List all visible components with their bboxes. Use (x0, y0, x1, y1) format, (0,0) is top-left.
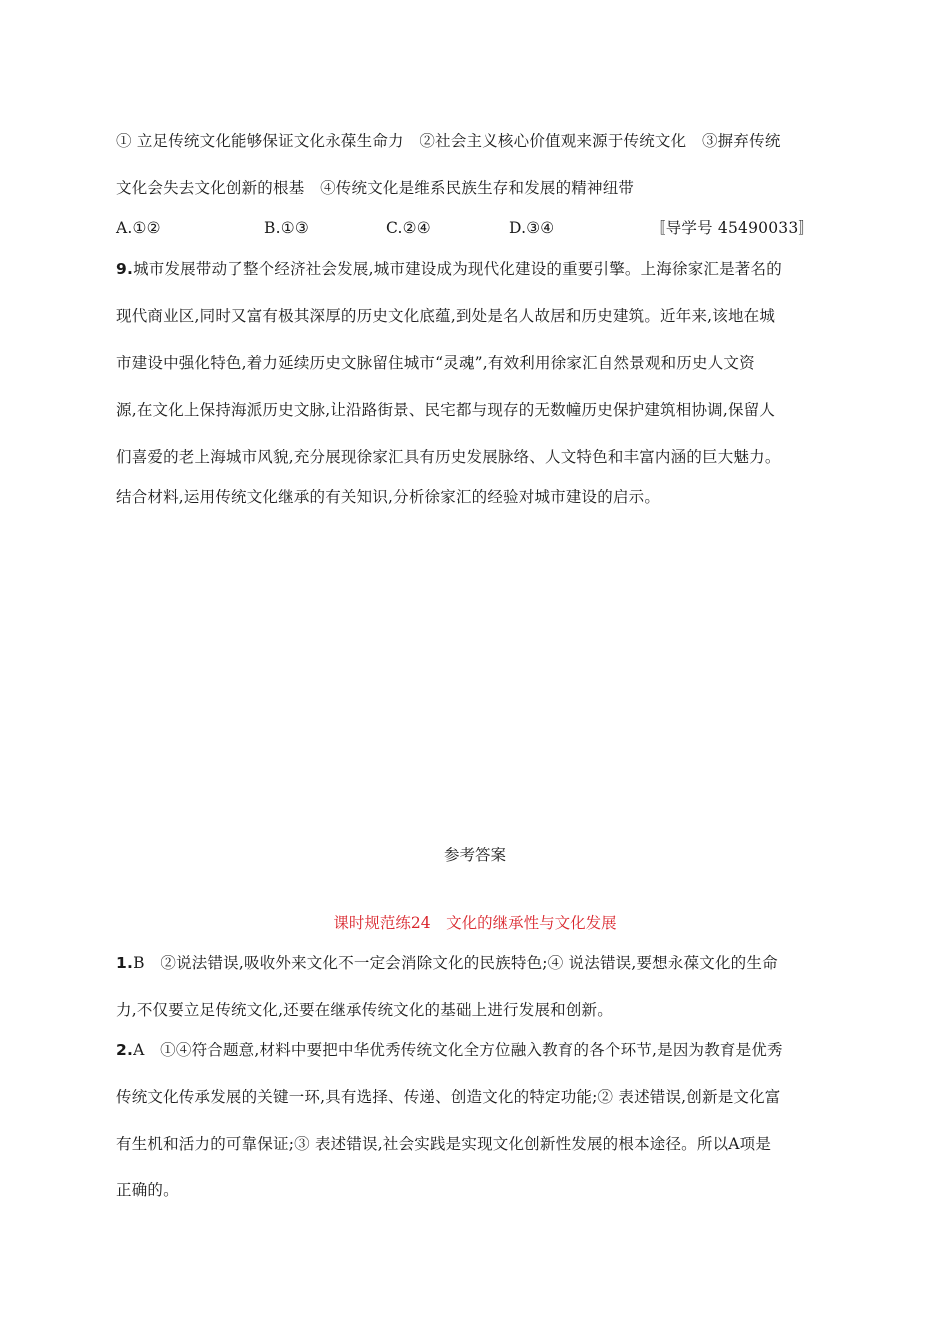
answer-2-text: A ①④符合题意,材料中要把中华优秀传统文化全方位融入教育的各个环节,是因为教育是优秀 (133, 1041, 783, 1059)
answer-2-line-2: 传统文化传承发展的关键一环,具有选择、传递、创造文化的特定功能;② 表述错误,创新是文化富 (116, 1088, 781, 1106)
q9-line-6: 结合材料,运用传统文化继承的有关知识,分析徐家汇的经验对城市建设的启示。 (116, 488, 661, 506)
q8-option-b: B.①③ (264, 219, 309, 237)
q9-line-1 (116, 259, 836, 279)
answers-heading: 参考答案 (443, 846, 506, 864)
answer-1-line-1 (116, 953, 836, 973)
answer-2-line-4: 正确的。 (116, 1181, 179, 1199)
q8-option-c: C.②④ (386, 219, 431, 237)
answer-2-line-3: 有生机和活力的可靠保证;③ 表述错误,社会实践是实现文化创新性发展的根本途径。所以A项是 (116, 1135, 772, 1153)
q8-statement-line-2: 文化会失去文化创新的根基 ④传统文化是维系民族生存和发展的精神纽带 (116, 179, 635, 197)
guide-number: 〚导学号 45490033〛 (650, 219, 815, 237)
q9-line-2: 现代商业区,同时又富有极其深厚的历史文化底蕴,到处是名人故居和历史建筑。近年来,该地在城 (116, 307, 776, 325)
q9-line-3: 市建设中强化特色,着力延续历史文脉留住城市“灵魂”,有效利用徐家汇自然景观和历史人文资 (116, 354, 755, 372)
answer-1-number: 1. (116, 954, 134, 972)
q8-option-a: A.①② (116, 219, 161, 237)
q9-text: 城市发展带动了整个经济社会发展,城市建设成为现代化建设的重要引擎。上海徐家汇是著名的 (133, 260, 782, 278)
q9-number: 9. (116, 260, 134, 278)
answers-section-title: 课时规范练24 文化的继承性与文化发展 (333, 914, 617, 932)
q8-statement-line-1: ① 立足传统文化能够保证文化永葆生命力 ②社会主义核心价值观来源于传统文化 ③摒弃传统 (116, 132, 781, 150)
answer-2-line-1 (116, 1040, 836, 1060)
q8-option-d: D.③④ (509, 219, 555, 237)
answer-2-number: 2. (116, 1041, 134, 1059)
answer-1-line-2: 力,不仅要立足传统文化,还要在继承传统文化的基础上进行发展和创新。 (116, 1001, 613, 1019)
q8-options (116, 218, 836, 238)
q9-line-4: 源,在文化上保持海派历史文脉,让沿路街景、民宅都与现存的无数幢历史保护建筑相协调,保留人 (116, 401, 776, 419)
answer-1-text: B ②说法错误,吸收外来文化不一定会消除文化的民族特色;④ 说法错误,要想永葆文化的生命 (133, 954, 778, 972)
q9-line-5: 们喜爱的老上海城市风貌,充分展现徐家汇具有历史发展脉络、人文特色和丰富内涵的巨大魅力。 (116, 448, 781, 466)
